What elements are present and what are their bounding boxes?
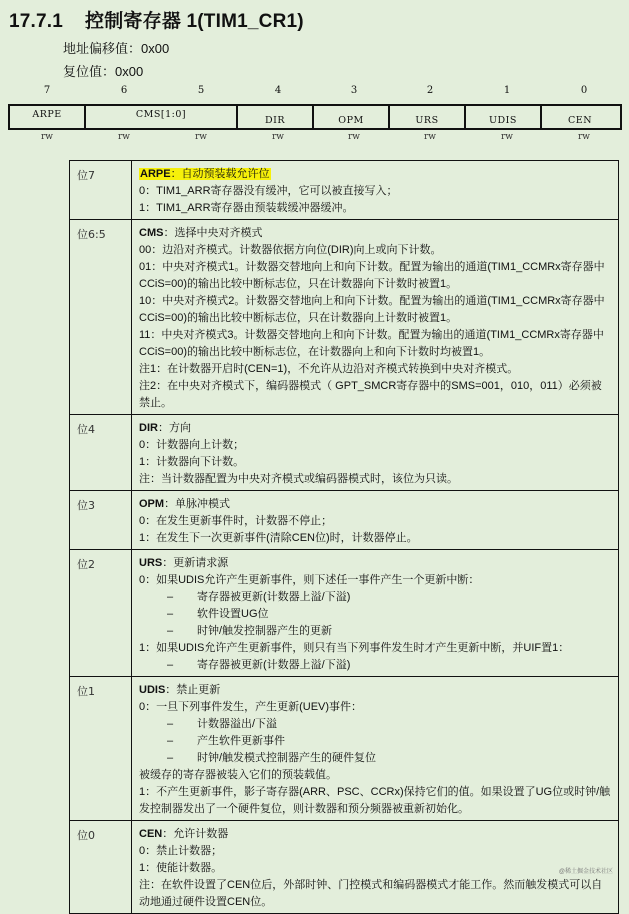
bit-description: [132, 677, 619, 821]
reset-value: 复位值：0x00: [63, 64, 144, 79]
desc-line: 注2：在中央对齐模式下，编码器模式（ GPT_SMCR寄存器中的SMS=001，010，011）必须被禁止。: [139, 380, 602, 409]
field-name: OPM: [139, 498, 165, 510]
bit-number: 2: [426, 85, 434, 96]
field-cms: CMS[1:0]: [86, 106, 238, 128]
field-name: URS: [139, 557, 163, 569]
table-row: [70, 415, 619, 491]
desc-line: 1：使能计数器。: [139, 862, 223, 874]
bit-description-table: [69, 160, 619, 914]
access-type: rw: [194, 132, 207, 142]
field-cen: CEN: [567, 115, 593, 126]
dash-bullet-icon: –: [167, 625, 174, 637]
bit-label: 位3: [70, 491, 132, 550]
dash-bullet-icon: –: [167, 718, 174, 730]
table-row: [70, 161, 619, 220]
bit-label: 位1: [70, 677, 132, 821]
field-title: ：更新请求源: [162, 556, 229, 569]
bit-description: [132, 415, 619, 491]
bit-number: 3: [350, 85, 358, 96]
field-title: ：允许计数器: [162, 827, 229, 840]
access-type: rw: [500, 132, 513, 142]
desc-line: 1：如果UDIS允许产生更新事件，则只有当下列事件发生时才产生更新中断，并UIF置1：: [139, 642, 570, 654]
bit-label: 位7: [70, 161, 132, 220]
bullet-item: – 寄存器被更新(计数器上溢/下溢): [139, 589, 612, 606]
desc-line: 0：在发生更新事件时，计数器不停止；: [139, 515, 333, 527]
table-row: [70, 220, 619, 415]
field-opm: OPM: [314, 106, 390, 128]
field-name: DIR: [139, 422, 158, 434]
bit-description: [132, 161, 619, 220]
bit-description: [132, 821, 619, 914]
access-type: rw: [40, 132, 53, 142]
bit-number: 5: [197, 85, 205, 96]
desc-line: 0：一旦下列事件发生，产生更新(UEV)事件：: [139, 701, 363, 713]
field-title: ：方向: [157, 421, 191, 434]
section-number: 17.7.1: [9, 11, 64, 32]
field-name: UDIS: [139, 684, 166, 696]
register-title: 控制寄存器 1(TIM1_CR1): [85, 11, 304, 32]
bit-label: 位6:5: [70, 220, 132, 415]
bit-number: 7: [43, 85, 51, 96]
watermark: @稀土掘金技术社区: [558, 869, 613, 875]
desc-line: 注1：在计数器开启时(CEN=1)，不允许从边沿对齐模式转换到中央对齐模式。: [139, 363, 519, 375]
bullet-item: – 产生软件更新事件: [139, 733, 612, 750]
desc-line: 10：中央对齐模式2。计数器交替地向上和向下计数。配置为输出的通道(TIM1_CCMRx寄存器中CCiS=00)的输出比较中断标志位，只在计数器向上计数时被置1。: [139, 295, 605, 324]
bit-description: [132, 550, 619, 677]
bullet-item: – 时钟/触发控制器产生的更新: [139, 623, 612, 640]
desc-line: 0：禁止计数器；: [139, 845, 223, 857]
address-offset: 地址偏移值：0x00: [63, 41, 170, 56]
section-title: [9, 6, 304, 33]
highlighted-field-title: ARPE：自动预装载允许位: [140, 167, 270, 180]
dash-bullet-icon: –: [167, 659, 174, 671]
access-type: rw: [577, 132, 590, 142]
register-bit-map: [8, 104, 622, 130]
dash-bullet-icon: –: [167, 608, 174, 620]
bit-number: 6: [120, 85, 128, 96]
bit-description: [132, 220, 619, 415]
desc-line: 01：中央对齐模式1。计数器交替地向上和向下计数。配置为输出的通道(TIM1_CCMRx寄存器中CCiS=00)的输出比较中断标志位，只在计数器向下计数时被置1。: [139, 261, 605, 290]
bullet-item: – 计数器溢出/下溢: [139, 716, 612, 733]
field-name: CMS: [139, 227, 164, 239]
field-udis: UDIS: [466, 106, 542, 128]
desc-line: 1：计数器向下计数。: [139, 456, 245, 468]
bit-label: 位4: [70, 415, 132, 491]
bullet-item: – 时钟/触发模式控制器产生的硬件复位: [139, 750, 612, 767]
desc-line: 0：计数器向上计数；: [139, 439, 245, 451]
dash-bullet-icon: –: [167, 735, 174, 747]
desc-line: 00：边沿对齐模式。计数器依据方向位(DIR)向上或向下计数。: [139, 244, 442, 256]
desc-line: 0：如果UDIS允许产生更新事件，则下述任一事件产生一个更新中断：: [139, 574, 480, 586]
desc-line: 注：在软件设置了CEN位后，外部时钟、门控模式和编码器模式才能工作。然而触发模式可以自动地通过硬件设置CEN位。: [139, 879, 603, 908]
field-title: ：单脉冲模式: [164, 497, 231, 510]
access-type: rw: [117, 132, 130, 142]
access-type: rw: [347, 132, 360, 142]
bit-label: 位0: [70, 821, 132, 914]
desc-line: 1：TIM1_ARR寄存器由预装载缓冲器缓冲。: [139, 202, 354, 214]
field-name: CEN: [139, 828, 163, 840]
bit-label: 位2: [70, 550, 132, 677]
desc-line: 1：不产生更新事件，影子寄存器(ARR、PSC、CCRx)保持它们的值。如果设置了UG位或时钟/触发控制器发出了一个硬件复位，则计数器和预分频器被重新初始化。: [139, 786, 611, 815]
desc-line: 0：TIM1_ARR寄存器没有缓冲，它可以被直接写入；: [139, 185, 398, 197]
access-type: rw: [271, 132, 284, 142]
bit-number: 4: [274, 85, 282, 96]
dash-bullet-icon: –: [167, 591, 174, 603]
table-row: [70, 821, 619, 914]
desc-line: 1：在发生下一次更新事件(清除CEN位)时，计数器停止。: [139, 532, 418, 544]
bullet-item: – 寄存器被更新(计数器上溢/下溢): [139, 657, 612, 674]
desc-line: 11：中央对齐模式3。计数器交替地向上和向下计数。配置为输出的通道(TIM1_CCMRx寄存器中CCiS=00)的输出比较中断标志位，在计数器向上和向下计数时均被置1。: [139, 329, 604, 358]
field-arpe: ARPE: [10, 106, 86, 128]
bullet-item: – 软件设置UG位: [139, 606, 612, 623]
desc-line: 注：当计数器配置为中央对齐模式或编码器模式时，该位为只读。: [139, 473, 458, 485]
bit-number: 1: [503, 85, 511, 96]
bit-number-row: [8, 85, 622, 99]
field-urs: URS: [390, 106, 466, 128]
field-title: ：选择中央对齐模式: [163, 226, 263, 239]
bit-number: 0: [580, 85, 588, 96]
table-row: [70, 491, 619, 550]
bit-description: [132, 491, 619, 550]
table-row: [70, 550, 619, 677]
field-dir: DIR: [238, 106, 314, 128]
field-title: ：禁止更新: [165, 683, 221, 696]
dash-bullet-icon: –: [167, 752, 174, 764]
table-row: [70, 677, 619, 821]
access-type: rw: [423, 132, 436, 142]
desc-line: 被缓存的寄存器被装入它们的预装载值。: [139, 769, 337, 781]
access-row: [8, 132, 622, 144]
